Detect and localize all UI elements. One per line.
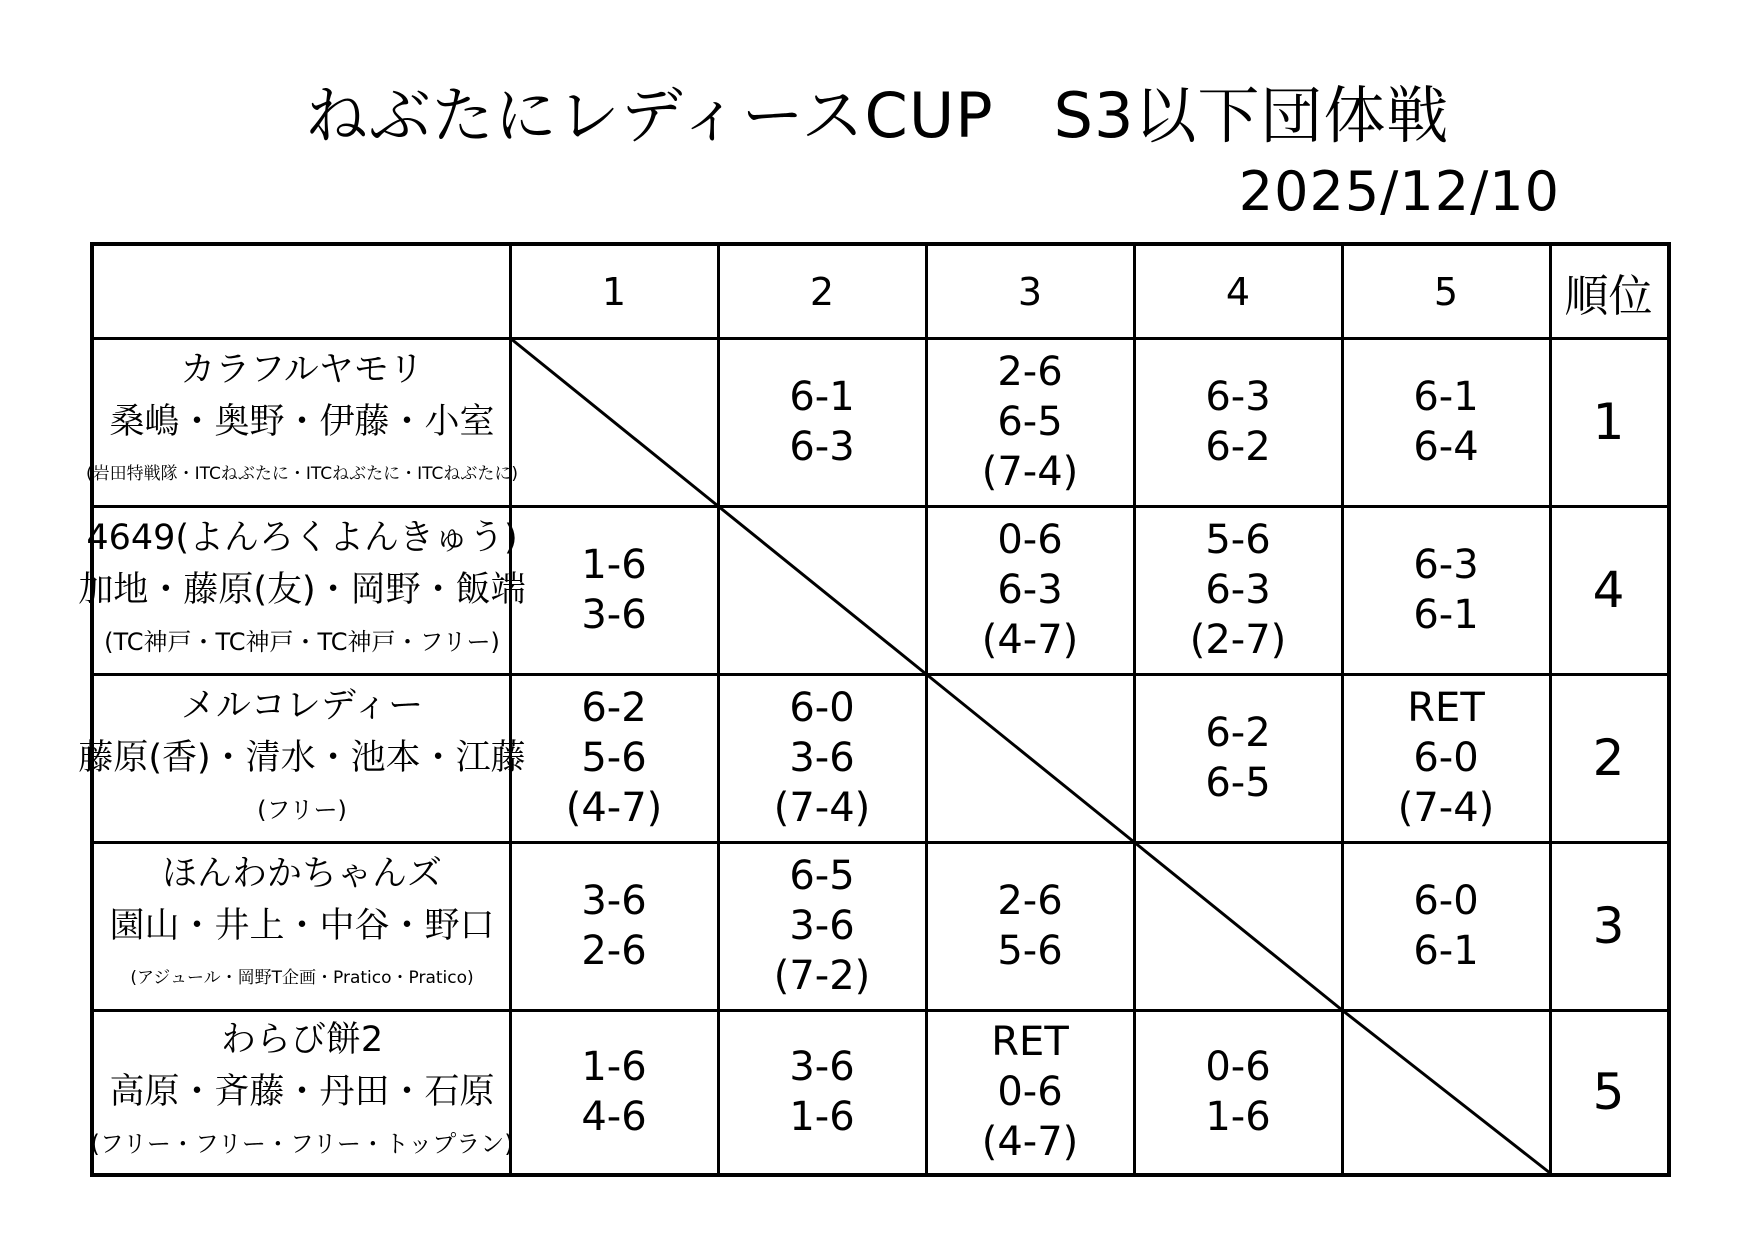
score-line: 6-3 [1205,567,1271,613]
title-division: S3以下団体戦 [1053,79,1450,152]
team-rank: 2 [1592,729,1625,787]
diagonal-line [1342,1010,1550,1173]
score-line: 1-6 [789,1093,855,1140]
score-line: 6-3 [1205,374,1271,420]
score-cell [1134,338,1342,506]
score-line: (4-7) [981,617,1079,663]
score-line: 1-6 [581,1043,647,1090]
score-line: 6-3 [1413,542,1479,588]
header-column-5: 5 [1433,270,1459,314]
score-line: 1-6 [581,542,647,588]
score-line: 6-0 [1413,735,1479,781]
header-column-2: 2 [809,270,835,314]
score-line: 1-6 [1205,1093,1271,1140]
score-line: 0-6 [1205,1043,1271,1090]
score-line: RET [991,1018,1069,1065]
score-line: 6-1 [1413,592,1479,638]
self-match-cell [718,506,926,674]
page-title [0,80,1755,152]
score-line: 4-6 [581,1093,647,1140]
score-cell [1342,674,1550,842]
team-players: 高原・斉藤・丹田・石原 [109,1071,495,1112]
score-cell [718,842,926,1010]
score-line: 5-6 [997,928,1063,974]
header-column-3: 3 [1017,270,1043,314]
score-line: 5-6 [1205,517,1271,563]
team-clubs: (フリー) [257,796,347,824]
score-line: (4-7) [981,1118,1079,1165]
team-rank: 5 [1592,1062,1625,1121]
team-players: 藤原(香)・清水・池本・江藤 [78,738,526,778]
team-players: 園山・井上・中谷・野口 [109,906,495,946]
score-cell [510,1010,718,1173]
score-cell [718,674,926,842]
score-line: 6-0 [789,685,855,731]
score-line: 5-6 [581,735,647,781]
score-line: 6-2 [581,685,647,731]
score-line: 3-6 [789,903,855,949]
team-info [90,1010,514,1173]
team-info [94,842,510,1010]
score-line: (7-4) [773,785,871,831]
header-rank: 順位 [1564,271,1653,322]
self-match-cell [926,674,1134,842]
diagonal-line [1134,842,1342,1010]
score-line: 3-6 [789,1043,855,1090]
team-clubs: (TC神戸・TC神戸・TC神戸・フリー) [104,628,500,656]
score-cell [1134,674,1342,842]
team-rank: 4 [1592,561,1625,619]
score-cell [1134,506,1342,674]
team-clubs: (フリー・フリー・フリー・トップラン) [90,1129,514,1158]
score-cell [1342,506,1550,674]
score-line: 6-1 [1413,374,1479,420]
team-players: 加地・藤原(友)・岡野・飯端 [78,570,526,610]
score-line: 6-4 [1413,424,1479,470]
team-info [85,338,519,506]
team-clubs: (岩田特戦隊・ITCねぶたに・ITCねぶたに・ITCねぶたに) [85,464,519,484]
results-table [78,242,1671,1177]
diagonal-line [718,506,926,674]
score-cell [718,1010,926,1173]
score-line: RET [1407,685,1485,731]
score-cell [1134,1010,1342,1173]
score-cell [926,506,1134,674]
score-cell [510,506,718,674]
score-line: 6-0 [1413,878,1479,924]
team-rank: 1 [1592,393,1625,451]
score-line: 6-5 [789,853,855,899]
header-column-1: 1 [601,270,627,314]
score-line: 6-3 [997,567,1063,613]
score-line: (7-2) [773,953,871,999]
team-clubs: (アジュール・岡野T企画・Pratico・Pratico) [130,968,474,988]
score-line: 6-1 [789,374,855,420]
score-cell [510,674,718,842]
team-name: わらび餅2 [220,1019,384,1060]
score-cell [718,338,926,506]
score-line: 2-6 [997,349,1063,395]
score-line: 3-6 [581,878,647,924]
self-match-cell [510,338,718,506]
score-line: 2-6 [581,928,647,974]
score-line: 6-2 [1205,710,1271,756]
score-cell [1342,842,1550,1010]
team-name: カラフルヤモリ [180,350,424,390]
score-line: 2-6 [997,878,1063,924]
score-line: 0-6 [997,1068,1063,1115]
diagonal-line [510,338,718,506]
score-cell [1342,338,1550,506]
team-info [78,506,526,674]
score-line: 6-1 [1413,928,1479,974]
score-line: 3-6 [581,592,647,638]
score-line: (2-7) [1189,617,1287,663]
self-match-cell [1134,842,1342,1010]
header-column-4: 4 [1225,270,1251,314]
diagonal-line [926,674,1134,842]
score-cell [926,1010,1134,1173]
score-line: 3-6 [789,735,855,781]
score-cell [926,842,1134,1010]
score-cell [926,338,1134,506]
score-line: 0-6 [997,517,1063,563]
header-corner [94,246,510,338]
score-line: 6-5 [997,399,1063,445]
event-date: 2025/12/10 [1238,160,1560,223]
score-cell [510,842,718,1010]
score-line: (4-7) [565,785,663,831]
score-line: (7-4) [1397,785,1495,831]
score-line: 6-2 [1205,424,1271,470]
team-info [78,674,526,842]
score-line: (7-4) [981,449,1079,495]
team-name: ほんわかちゃんズ [161,854,442,894]
team-rank: 3 [1592,897,1625,955]
team-name: メルコレディー [180,686,424,726]
score-line: 6-3 [789,424,855,470]
title-event: ねぶたにレディースCUP [305,79,994,152]
team-players: 桑嶋・奥野・伊藤・小室 [109,402,495,442]
self-match-cell [1342,1010,1550,1173]
score-line: 6-5 [1205,760,1271,806]
team-name: 4649(よんろくよんきゅう) [86,518,518,558]
